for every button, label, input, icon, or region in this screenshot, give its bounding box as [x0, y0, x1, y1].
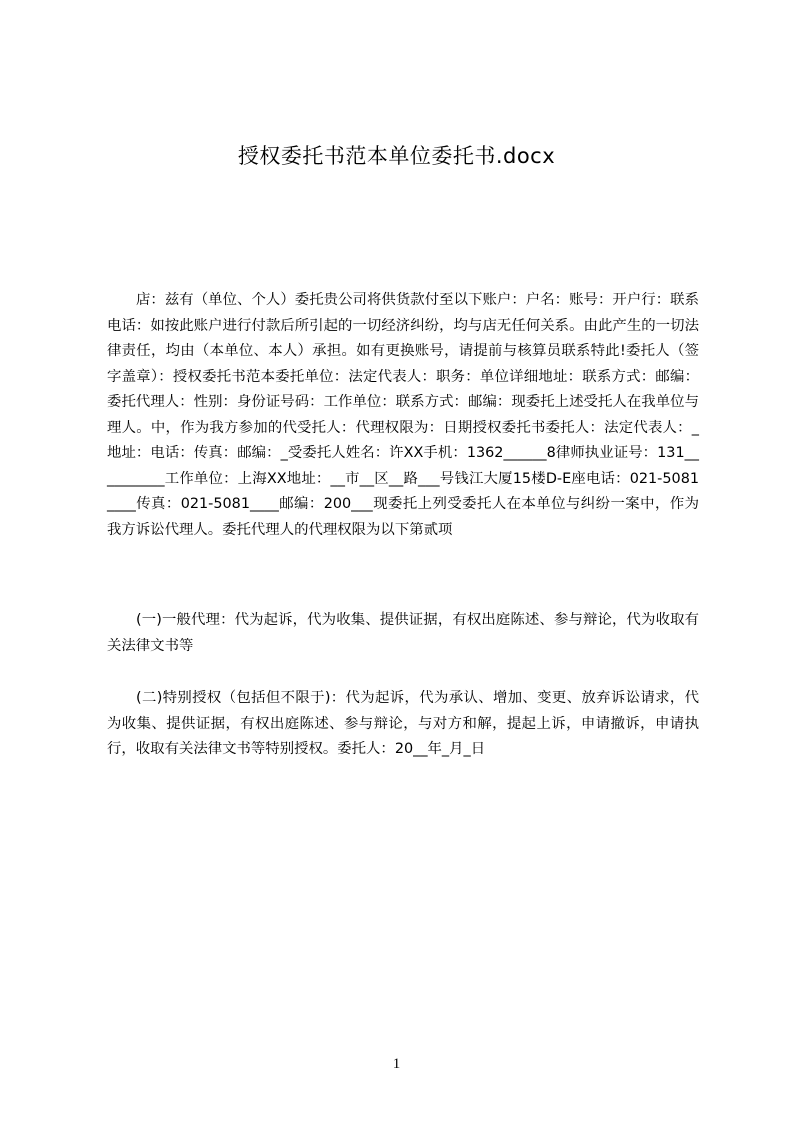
body-paragraph-general-agency: (一)一般代理：代为起诉，代为收集、提供证据，有权出庭陈述、参与辩论，代为收取有关法律文书等 [107, 612, 699, 654]
body-paragraph-special-authorization: (二)特别授权（包括但不限于)：代为起诉，代为承认、增加、变更、放弃诉讼请求，代为收集、提供证据，有权出庭陈述、参与辩论，与对方和解，提起上诉，申请撤诉，申请执行，收取有关法律文书等特别授权。委托人：20__年_月_日 [107, 690, 699, 757]
document-title: 授权委托书范本单位委托书.docx [237, 144, 556, 168]
body-paragraph-main: 店：兹有（单位、个人）委托贵公司将供货款付至以下账户：户名：账号：开户行：联系电话：如按此账户进行付款后所引起的一切经济纠纷，均与店无任何关系。由此产生的一切法律责任，均由（本单位、本人）承担。如有更换账号，请提前与核算员联系特此!委托人（签字盖章）：授权委托书范本委托单位：法定代表人：职务：单位详细地址：联系方式：邮编：委托代理人：性别：身份证号码：工作单位：联系方式：邮编：现委托上述受托人在我单位与理人。中，作为我方参加的代受托人：代理权限为：日期授权委托书委托人：法定代表人：_地址：电话：传真：邮编：_受委托人姓名：许XX手机：1362______8律师执业证号：131__________工作单位：上海XX地址：__市__区__路___号钱江大厦15楼D-E座电话：021-5081____传真：021-5081____邮编：200___现委托上列受委托人在本单位与纠纷一案中，作为我方诉讼代理人。委托代理人的代理权限为以下第贰项 [107, 292, 699, 538]
page-number: 1 [392, 1056, 401, 1072]
